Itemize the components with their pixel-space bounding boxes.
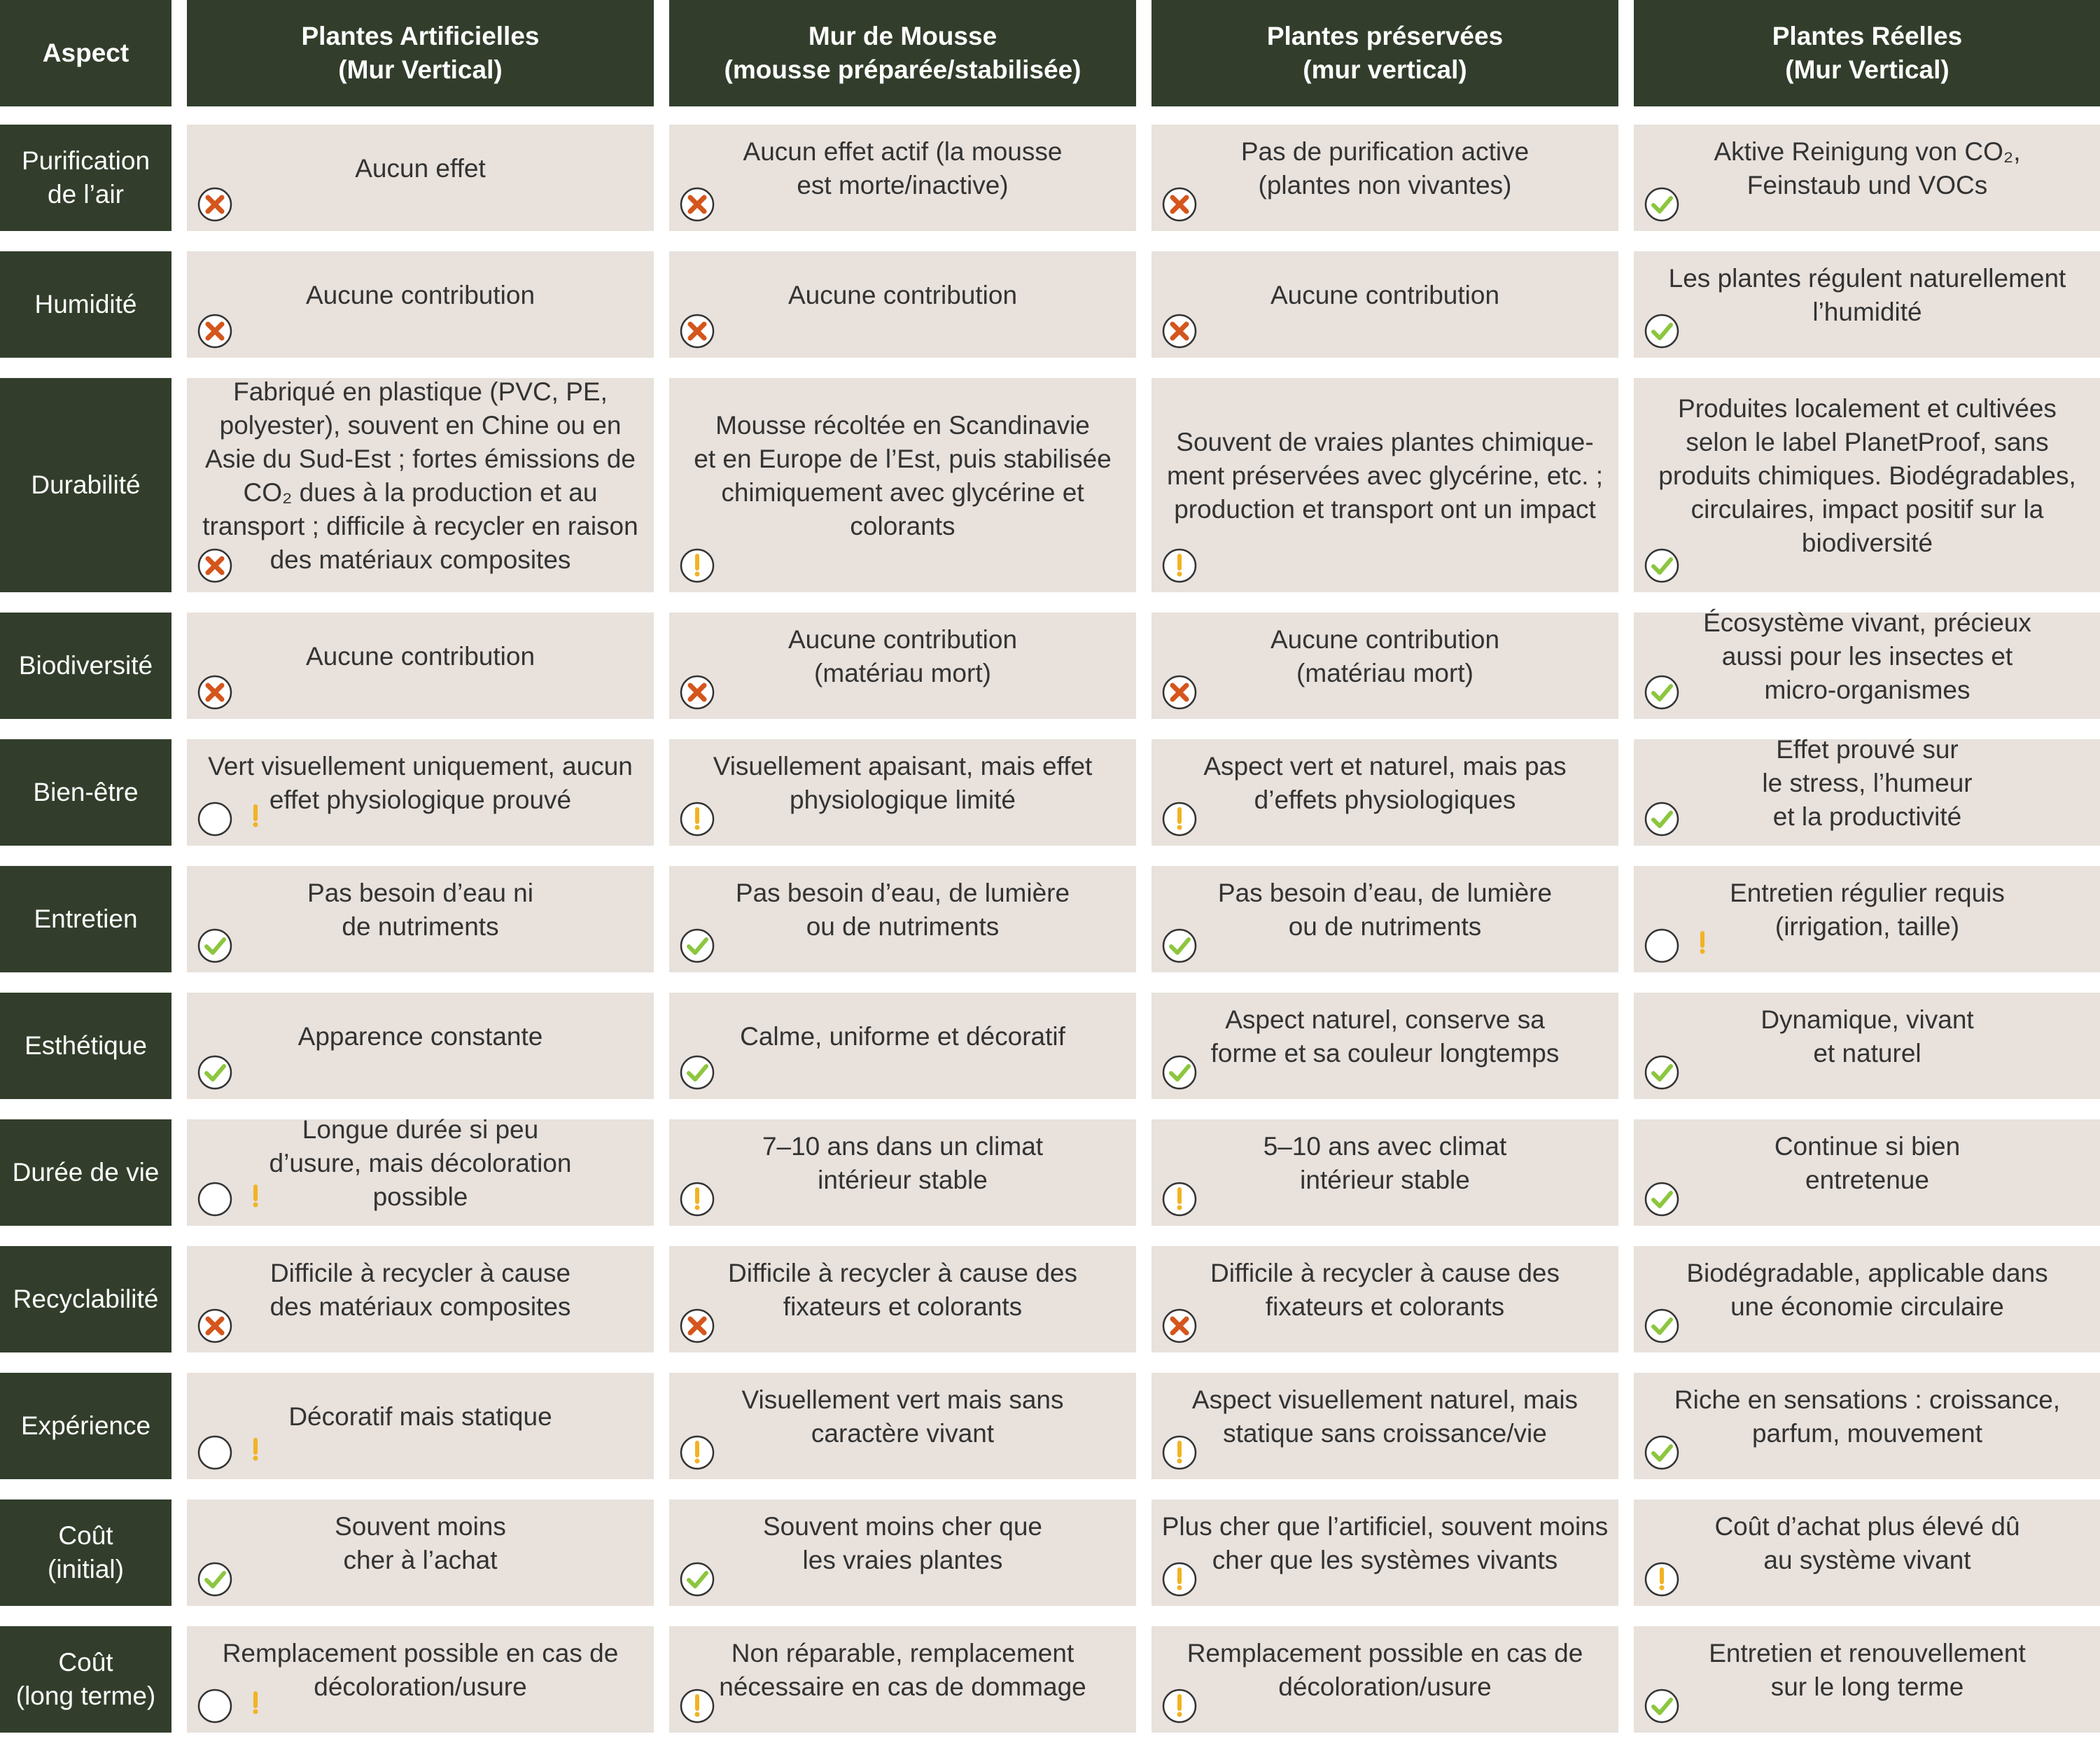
- table-cell: [1634, 1246, 2100, 1352]
- check-icon: [1644, 1181, 1680, 1217]
- warning-icon: [1161, 547, 1198, 584]
- header-label: Mur de Mousse (mousse préparée/stabilisée): [724, 22, 1082, 84]
- table-cell: [1152, 1373, 1618, 1479]
- cell-text: Dynamique, vivant et naturel: [1760, 1005, 1974, 1068]
- header-aspect: [0, 0, 172, 106]
- cell-text: Apparence constante: [298, 1022, 543, 1051]
- table-cell: [1634, 1119, 2100, 1226]
- aspect-text: Humidité: [34, 290, 137, 319]
- warning-icon: [1161, 1434, 1198, 1471]
- row-aspect-label: [0, 1626, 172, 1733]
- cell-text: Aspect naturel, conserve sa forme et sa couleur longtemps: [1210, 1005, 1560, 1068]
- cell-text: Effet prouvé sur le stress, l’humeur et la productivité: [1762, 735, 1973, 831]
- cell-text: Aspect vert et naturel, mais pas d’effets physiologiques: [1203, 752, 1567, 814]
- table-cell: [187, 1115, 654, 1226]
- cell-text: Souvent moins cher à l’achat: [335, 1512, 506, 1574]
- cell-text: Entretien et renouvellement sur le long terme: [1709, 1639, 2026, 1701]
- check-icon: [679, 1561, 715, 1597]
- table-cell: [669, 1499, 1136, 1606]
- table-cell: [669, 1626, 1136, 1733]
- table-cell: [1634, 993, 2100, 1099]
- warning-icon: [1644, 928, 1680, 964]
- aspect-text: Coût (long terme): [15, 1648, 156, 1710]
- table-cell: [1634, 251, 2100, 358]
- table-cell: [187, 866, 654, 972]
- cross-icon: [197, 186, 233, 223]
- cell-text: Difficile à recycler à cause des fixateurs et colorants: [1210, 1259, 1560, 1321]
- warning-icon: [197, 801, 233, 837]
- warning-icon: [1161, 801, 1198, 837]
- table-cell: [187, 1246, 654, 1352]
- check-icon: [197, 928, 233, 964]
- check-icon: [1644, 674, 1680, 711]
- warning-icon: [679, 1434, 715, 1471]
- cell-text: Difficile à recycler à cause des fixateurs et colorants: [727, 1259, 1078, 1321]
- table-cell: [1634, 378, 2100, 592]
- table-cell: [1152, 739, 1618, 846]
- cell-text: Pas besoin d’eau, de lumière ou de nutriments: [1217, 879, 1553, 941]
- table-cell: [187, 1626, 654, 1733]
- table-cell: [187, 993, 654, 1099]
- cell-text: Plus cher que l’artificiel, souvent moins cher que les systèmes vivants: [1161, 1512, 1609, 1574]
- row-aspect-label: [0, 1119, 172, 1226]
- cell-text: Aucun effet actif (la mousse est morte/inactive): [743, 137, 1063, 200]
- row-aspect-label: [0, 1373, 172, 1479]
- warning-icon: [679, 547, 715, 584]
- cell-text: Souvent moins cher que les vraies plantes: [762, 1512, 1042, 1574]
- header-column-4: [1634, 0, 2100, 106]
- cell-text: Écosystème vivant, précieux aussi pour les insectes et micro-organismes: [1703, 608, 2031, 704]
- cross-icon: [1161, 674, 1198, 711]
- check-icon: [197, 1054, 233, 1091]
- cross-icon: [679, 674, 715, 711]
- cell-text: Visuellement apaisant, mais effet physiologique limité: [713, 752, 1093, 814]
- cell-text: Difficile à recycler à cause des matériaux composites: [270, 1259, 571, 1321]
- table-cell: [1152, 1119, 1618, 1226]
- cell-text: Longue durée si peu d’usure, mais décoloration possible: [269, 1115, 572, 1211]
- warning-icon: [197, 1688, 233, 1724]
- header-label: Plantes Artificielles (Mur Vertical): [301, 22, 540, 84]
- aspect-text: Biodiversité: [18, 651, 153, 680]
- table-cell: [187, 613, 654, 719]
- warning-icon: [1161, 1561, 1198, 1597]
- aspect-text: Purification de l’air: [21, 146, 150, 209]
- cross-icon: [679, 186, 715, 223]
- aspect-text: Entretien: [34, 904, 138, 933]
- check-icon: [1644, 313, 1680, 349]
- cross-icon: [197, 1308, 233, 1344]
- cell-text: Souvent de vraies plantes chimique- ment préservées avec glycérine, etc. ; production et transport ont un impact: [1166, 428, 1604, 524]
- cell-text: Aucune contribution: [305, 642, 536, 671]
- cell-text: Les plantes régulent naturellement l’humidité: [1668, 264, 2066, 326]
- warning-icon: [679, 801, 715, 837]
- table-cell: [1152, 1246, 1618, 1352]
- check-icon: [1644, 801, 1680, 837]
- header-column-3: [1152, 0, 1618, 106]
- cell-text: Entretien régulier requis (irrigation, taille): [1730, 879, 2005, 941]
- cell-text: Continue si bien entretenue: [1774, 1132, 1961, 1194]
- cell-text: Décoratif mais statique: [288, 1402, 552, 1431]
- check-icon: [1644, 1688, 1680, 1724]
- row-aspect-label: [0, 1246, 172, 1352]
- check-icon: [1161, 1054, 1198, 1091]
- cell-text: Mousse récoltée en Scandinavie et en Europe de l’Est, puis stabilisée chimiquement avec glycérine et colorants: [694, 411, 1112, 540]
- table-cell: [669, 251, 1136, 358]
- row-aspect-label: [0, 378, 172, 592]
- cell-text: Visuellement vert mais sans caractère vivant: [741, 1385, 1064, 1448]
- table-cell: [669, 1119, 1136, 1226]
- cell-text: Pas besoin d’eau ni de nutriments: [307, 879, 533, 941]
- row-aspect-label: [0, 866, 172, 972]
- table-cell: [1634, 1626, 2100, 1733]
- check-icon: [679, 1054, 715, 1091]
- table-cell: [669, 1373, 1136, 1479]
- table-cell: [1634, 1499, 2100, 1606]
- cell-text: Calme, uniforme et décoratif: [740, 1022, 1065, 1051]
- table-cell: [1634, 125, 2100, 231]
- cell-text: Fabriqué en plastique (PVC, PE, polyester), souvent en Chine ou en Asie du Sud-Est ; fortes émissions de CO₂ dues à la production et au transport ; difficile à recycler en raison des matériaux composites: [202, 377, 638, 574]
- row-aspect-label: [0, 739, 172, 846]
- table-cell: [1152, 1499, 1618, 1606]
- table-cell: [1634, 608, 2100, 719]
- warning-icon: [679, 1181, 715, 1217]
- cross-icon: [197, 674, 233, 711]
- warning-icon: [197, 1181, 233, 1217]
- aspect-text: Expérience: [20, 1411, 151, 1440]
- table-cell: [187, 1499, 654, 1606]
- table-cell: [1634, 866, 2100, 972]
- warning-icon: [1161, 1688, 1198, 1724]
- check-icon: [1644, 1434, 1680, 1471]
- table-cell: [187, 125, 654, 231]
- table-cell: [187, 251, 654, 358]
- cell-text: Remplacement possible en cas de décoloration/usure: [222, 1639, 619, 1701]
- check-icon: [1161, 928, 1198, 964]
- table-cell: [187, 1373, 654, 1479]
- warning-icon: [197, 1434, 233, 1471]
- row-aspect-label: [0, 125, 172, 231]
- warning-icon: [1161, 1181, 1198, 1217]
- table-cell: [1152, 125, 1618, 231]
- cell-text: Aucune contribution: [1270, 281, 1500, 309]
- aspect-text: Bien-être: [33, 778, 139, 806]
- check-icon: [1644, 186, 1680, 223]
- cell-text: Vert visuellement uniquement, aucun effet physiologique prouvé: [208, 752, 633, 814]
- cross-icon: [1161, 186, 1198, 223]
- cell-text: Pas besoin d’eau, de lumière ou de nutriments: [735, 879, 1070, 941]
- cell-text: Non réparable, remplacement nécessaire en cas de dommage: [719, 1639, 1086, 1701]
- cross-icon: [679, 313, 715, 349]
- row-aspect-label: [0, 251, 172, 358]
- cross-icon: [197, 547, 233, 584]
- cell-text: Biodégradable, applicable dans une économie circulaire: [1686, 1259, 2048, 1321]
- table-cell: [669, 613, 1136, 719]
- table-cell: [187, 378, 654, 592]
- table-cell: [1634, 1373, 2100, 1479]
- header-column-1: [187, 0, 654, 106]
- table-cell: [669, 993, 1136, 1099]
- table-cell: [1634, 735, 2100, 846]
- table-cell: [669, 866, 1136, 972]
- aspect-text: Recyclabilité: [13, 1285, 159, 1313]
- cross-icon: [1161, 1308, 1198, 1344]
- check-icon: [1644, 1054, 1680, 1091]
- header-label: Aspect: [42, 39, 130, 67]
- cell-text: Aspect visuellement naturel, mais statique sans croissance/vie: [1191, 1385, 1578, 1448]
- aspect-text: Esthétique: [24, 1031, 147, 1060]
- header-label: Plantes préservées (mur vertical): [1266, 22, 1504, 84]
- aspect-text: Durée de vie: [12, 1158, 160, 1187]
- table-cell: [669, 739, 1136, 846]
- check-icon: [197, 1561, 233, 1597]
- row-aspect-label: [0, 1499, 172, 1606]
- row-aspect-label: [0, 993, 172, 1099]
- cell-text: Remplacement possible en cas de décoloration/usure: [1186, 1639, 1583, 1701]
- cell-text: Aucune contribution: [305, 281, 536, 309]
- table-cell: [669, 378, 1136, 592]
- cross-icon: [197, 313, 233, 349]
- cell-text: Aktive Reinigung von CO₂, Feinstaub und VOCs: [1714, 137, 2021, 200]
- cell-text: Aucune contribution (matériau mort): [1270, 625, 1500, 687]
- table-cell: [187, 739, 654, 846]
- cross-icon: [1161, 313, 1198, 349]
- aspect-text: Coût (initial): [48, 1521, 124, 1583]
- row-aspect-label: [0, 613, 172, 719]
- header-label: Plantes Réelles (Mur Vertical): [1772, 22, 1963, 84]
- aspect-text: Durabilité: [31, 470, 141, 499]
- cell-text: Riche en sensations : croissance, parfum, mouvement: [1674, 1385, 2061, 1448]
- check-icon: [1644, 547, 1680, 584]
- cell-text: Pas de purification active (plantes non vivantes): [1240, 137, 1530, 200]
- cell-text: Coût d’achat plus élevé dû au système vivant: [1714, 1512, 2020, 1574]
- check-icon: [1644, 1308, 1680, 1344]
- table-cell: [669, 125, 1136, 231]
- cell-text: 5–10 ans avec climat intérieur stable: [1263, 1132, 1507, 1194]
- warning-icon: [679, 1688, 715, 1724]
- warning-icon: [1644, 1561, 1680, 1597]
- cell-text: 7–10 ans dans un climat intérieur stable: [762, 1132, 1044, 1194]
- table-cell: [669, 1246, 1136, 1352]
- cell-text: Aucune contribution (matériau mort): [788, 625, 1018, 687]
- header-column-2: [669, 0, 1136, 106]
- table-cell: [1152, 866, 1618, 972]
- table-cell: [1152, 251, 1618, 358]
- table-cell: [1152, 378, 1618, 592]
- cross-icon: [679, 1308, 715, 1344]
- check-icon: [679, 928, 715, 964]
- table-cell: [1152, 1626, 1618, 1733]
- table-cell: [1152, 613, 1618, 719]
- table-cell: [1152, 993, 1618, 1099]
- cell-text: Aucun effet: [355, 154, 486, 183]
- cell-text: Aucune contribution: [788, 281, 1018, 309]
- cell-text: Produites localement et cultivées selon le label PlanetProof, sans produits chimiques. Biodégradables, circulaires, impact positif sur la biodiversité: [1658, 394, 2076, 557]
